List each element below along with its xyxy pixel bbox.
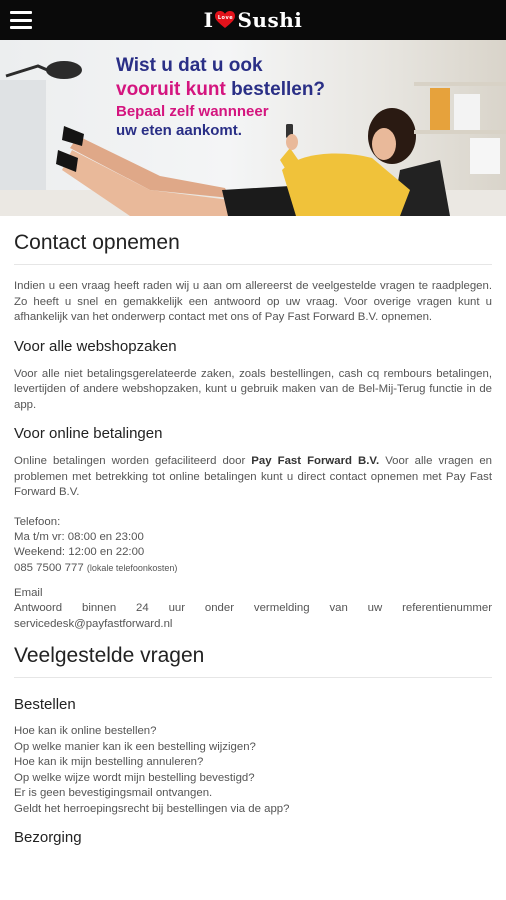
webshop-heading: Voor alle webshopzaken [14, 337, 177, 355]
phone-label: Telefoon: [14, 515, 61, 528]
phone-hours-weekend: Weekend: 12:00 en 22:00 [14, 546, 145, 558]
banner-line-1: Wist u dat u ook [116, 55, 263, 76]
faq-item[interactable]: Op welke wijze wordt mijn bestelling bevestigd? [14, 771, 255, 784]
banner-line-2-accent: vooruit kunt [116, 79, 226, 100]
heart-icon [215, 11, 235, 29]
faq-delivery-heading: Bezorging [14, 829, 82, 846]
banner-sub-1: Bepaal zelf wannneer [116, 103, 269, 120]
webshop-text: Voor alle niet betalingsgerelateerde zaken, zoals bestellingen, cash cq rembours betalingen, levertijden of andere webshopzaken, kunt u gebruik maken van de Bel-Mij-Terug functie in de app. [14, 367, 492, 411]
online-payments-text: Online betalingen worden gefaciliteerd door Pay Fast Forward B.V. Voor alle vragen en problemen met betrekking tot online betalingen kunt u direct contact opnemen met Pay Fast Forward B.V. [14, 455, 492, 498]
faq-ordering-list [14, 724, 492, 817]
faq-item[interactable]: Hoe kan ik online bestellen? [14, 725, 157, 737]
phone-number[interactable]: 085 7500 777 [14, 561, 84, 574]
page-content [0, 231, 506, 846]
logo-brand: Sushi [237, 8, 303, 32]
faq-title: Veelgestelde vragen [14, 644, 492, 678]
logo-prefix: I [203, 8, 214, 32]
online-payments-heading: Voor online betalingen [14, 425, 163, 442]
faq-item[interactable]: Op welke manier kan ik een bestelling wijzigen? [14, 740, 256, 753]
faq-item[interactable]: Er is geen bevestigingsmail ontvangen. [14, 787, 213, 799]
app-logo [204, 8, 303, 32]
banner-sub-2: uw eten aankomt. [116, 122, 242, 139]
phone-cost-note: (lokale telefoonkosten) [86, 562, 178, 573]
menu-icon[interactable] [10, 11, 32, 29]
payment-provider-name: Pay Fast Forward B.V. [251, 455, 380, 467]
contact-intro: Indien u een vraag heeft raden wij u aan om allereerst de veelgestelde vragen te raadplegen. Zo heeft u snel en gemakkelijk een antwoord op uw vraag. Voor overige vragen kunt u afhankelijk van het onderwerp contact met ons of Pay Fast Forward B.V. opnemen. [14, 280, 492, 323]
faq-item[interactable]: Hoe kan ik mijn bestelling annuleren? [14, 756, 204, 768]
contact-title: Contact opnemen [14, 231, 492, 265]
email-response-text: Antwoord binnen 24 uur onder vermelding van uw referentienummer [14, 602, 492, 614]
email-label: Email [14, 587, 43, 599]
faq-item[interactable]: Geldt het herroepingsrecht bij bestellingen via de app? [14, 802, 290, 815]
banner-line-2-rest: bestellen? [231, 79, 326, 100]
email-address[interactable]: servicedesk@payfastforward.nl [14, 617, 173, 630]
promo-banner[interactable] [0, 40, 506, 216]
top-app-bar [0, 0, 506, 40]
faq-ordering-heading: Bestellen [14, 696, 76, 713]
logo-heart-word: Love [217, 15, 234, 21]
phone-hours-weekdays: Ma t/m vr: 08:00 en 23:00 [14, 530, 144, 543]
banner-text [116, 54, 325, 140]
